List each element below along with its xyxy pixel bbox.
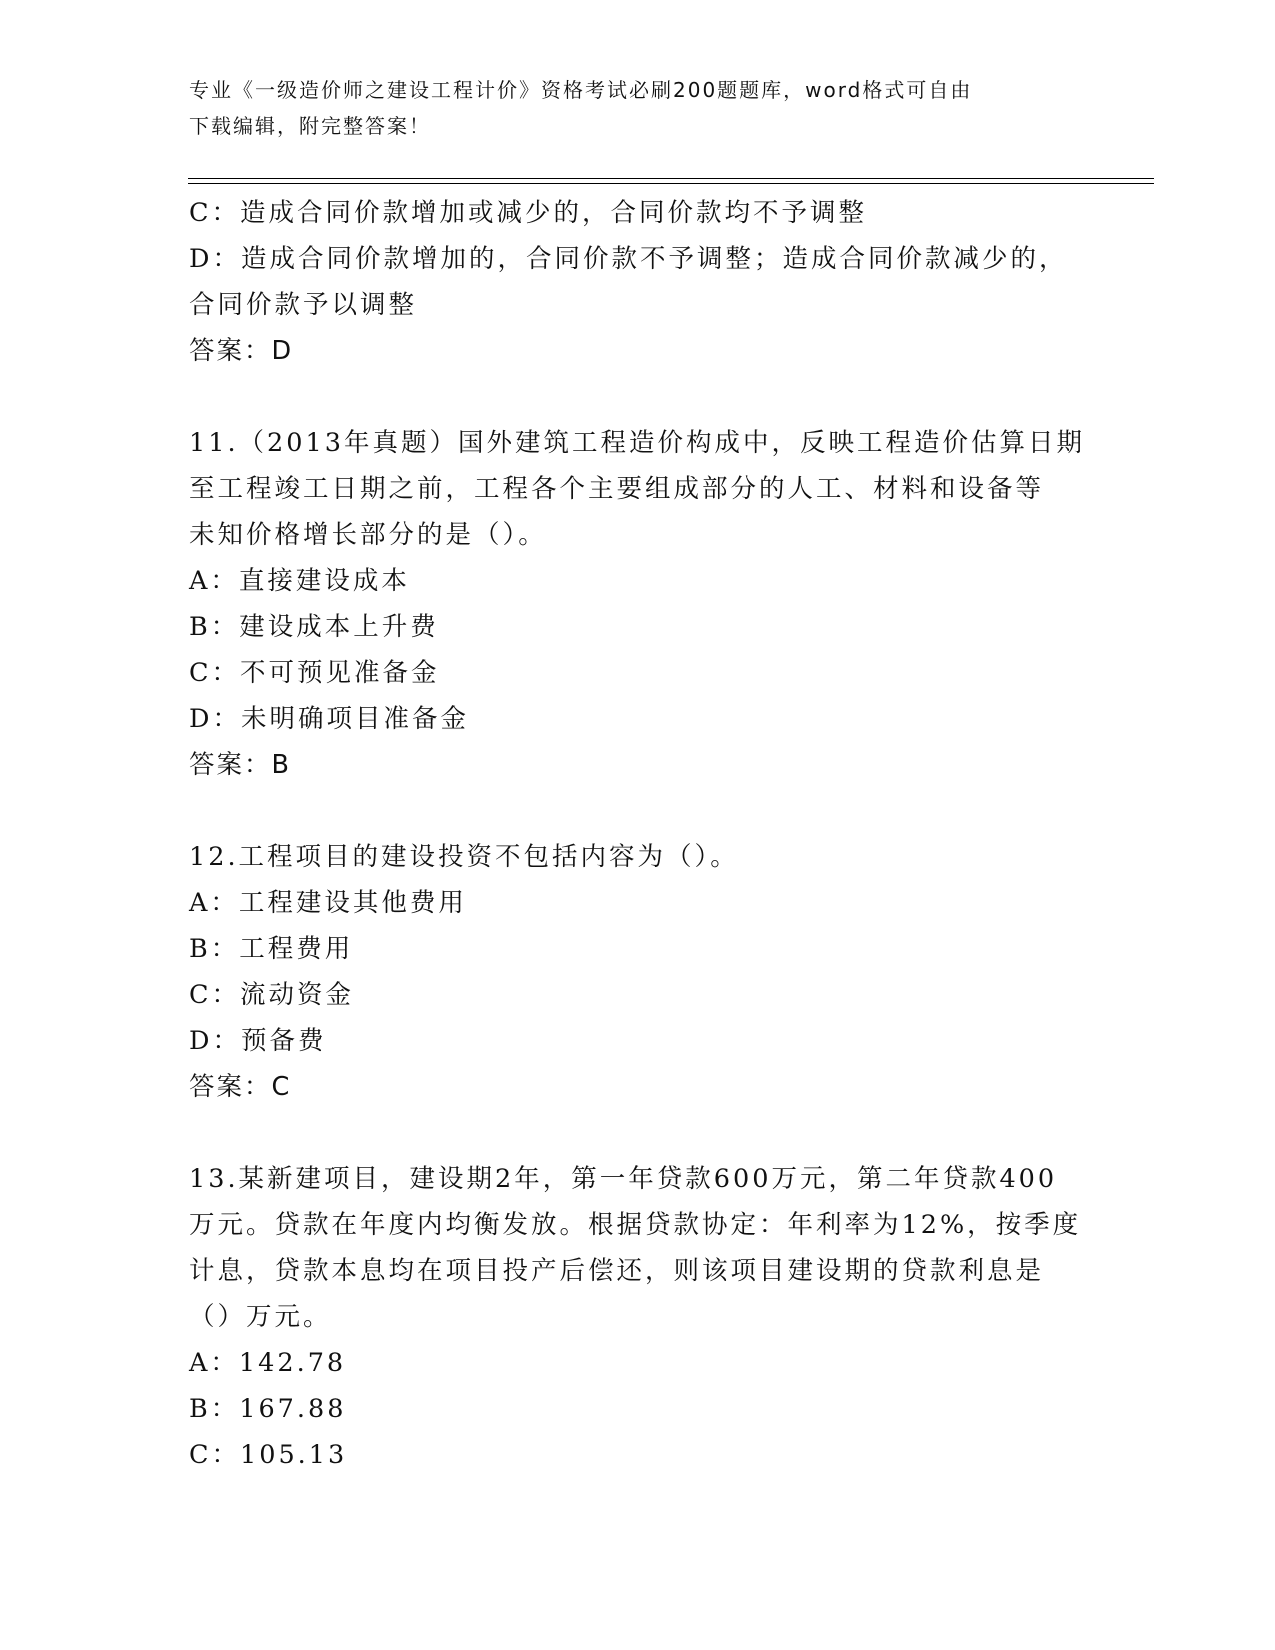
option-c: C：造成合同价款增加或减少的，合同价款均不予调整 [189, 198, 868, 228]
answer: 答案：C [189, 1072, 292, 1102]
header-line-2: 下载编辑，附完整答案！ [189, 114, 431, 138]
answer: 答案：B [189, 750, 291, 780]
question-stem-continued: （）万元。 [189, 1302, 332, 1332]
option-a: A：直接建设成本 [189, 566, 410, 596]
question-stem-continued: 至工程竣工日期之前，工程各个主要组成部分的人工、材料和设备等 [189, 474, 1045, 504]
option-d: D：预备费 [189, 1026, 327, 1056]
option-d: D：造成合同价款增加的，合同价款不予调整；造成合同价款减少的， [189, 244, 1068, 274]
spacer [189, 374, 1089, 420]
option-b: B：工程费用 [189, 934, 354, 964]
option-c: C：不可预见准备金 [189, 658, 440, 688]
option-c: C：流动资金 [189, 980, 355, 1010]
question-stem-continued: 未知价格增长部分的是（）。 [189, 520, 547, 550]
option-a: A：142.78 [189, 1348, 347, 1378]
option-b: B：167.88 [189, 1394, 347, 1424]
question-stem-continued: 计息，贷款本息均在项目投产后偿还，则该项目建设期的贷款利息是 [189, 1256, 1045, 1286]
question-stem: 11.（2013年真题）国外建筑工程造价构成中，反映工程造价估算日期 [189, 428, 1085, 458]
option-c: C：105.13 [189, 1440, 348, 1470]
spacer [189, 788, 1089, 834]
header-line-1: 专业《一级造价师之建设工程计价》资格考试必刷200题题库，word格式可自由 [189, 78, 973, 102]
option-a: A：工程建设其他费用 [189, 888, 467, 918]
option-b: B：建设成本上升费 [189, 612, 439, 642]
spacer [189, 1110, 1089, 1156]
question-stem-continued: 万元。贷款在年度内均衡发放。根据贷款协定：年利率为12%，按季度 [189, 1210, 1082, 1240]
document-header [189, 72, 1089, 144]
question-stem: 12.工程项目的建设投资不包括内容为（）。 [189, 842, 739, 872]
question-stem: 13.某新建项目，建设期2年，第一年贷款600万元，第二年贷款400 [189, 1164, 1058, 1194]
question-10-tail [189, 190, 1089, 374]
answer: 答案：D [189, 336, 294, 366]
header-divider-top [188, 178, 1154, 179]
option-d-continued: 合同价款予以调整 [189, 290, 418, 320]
document-body [189, 190, 1089, 1478]
header-divider-bottom [188, 183, 1154, 184]
question-11 [189, 420, 1089, 788]
option-d: D：未明确项目准备金 [189, 704, 469, 734]
question-12 [189, 834, 1089, 1110]
question-13 [189, 1156, 1089, 1478]
